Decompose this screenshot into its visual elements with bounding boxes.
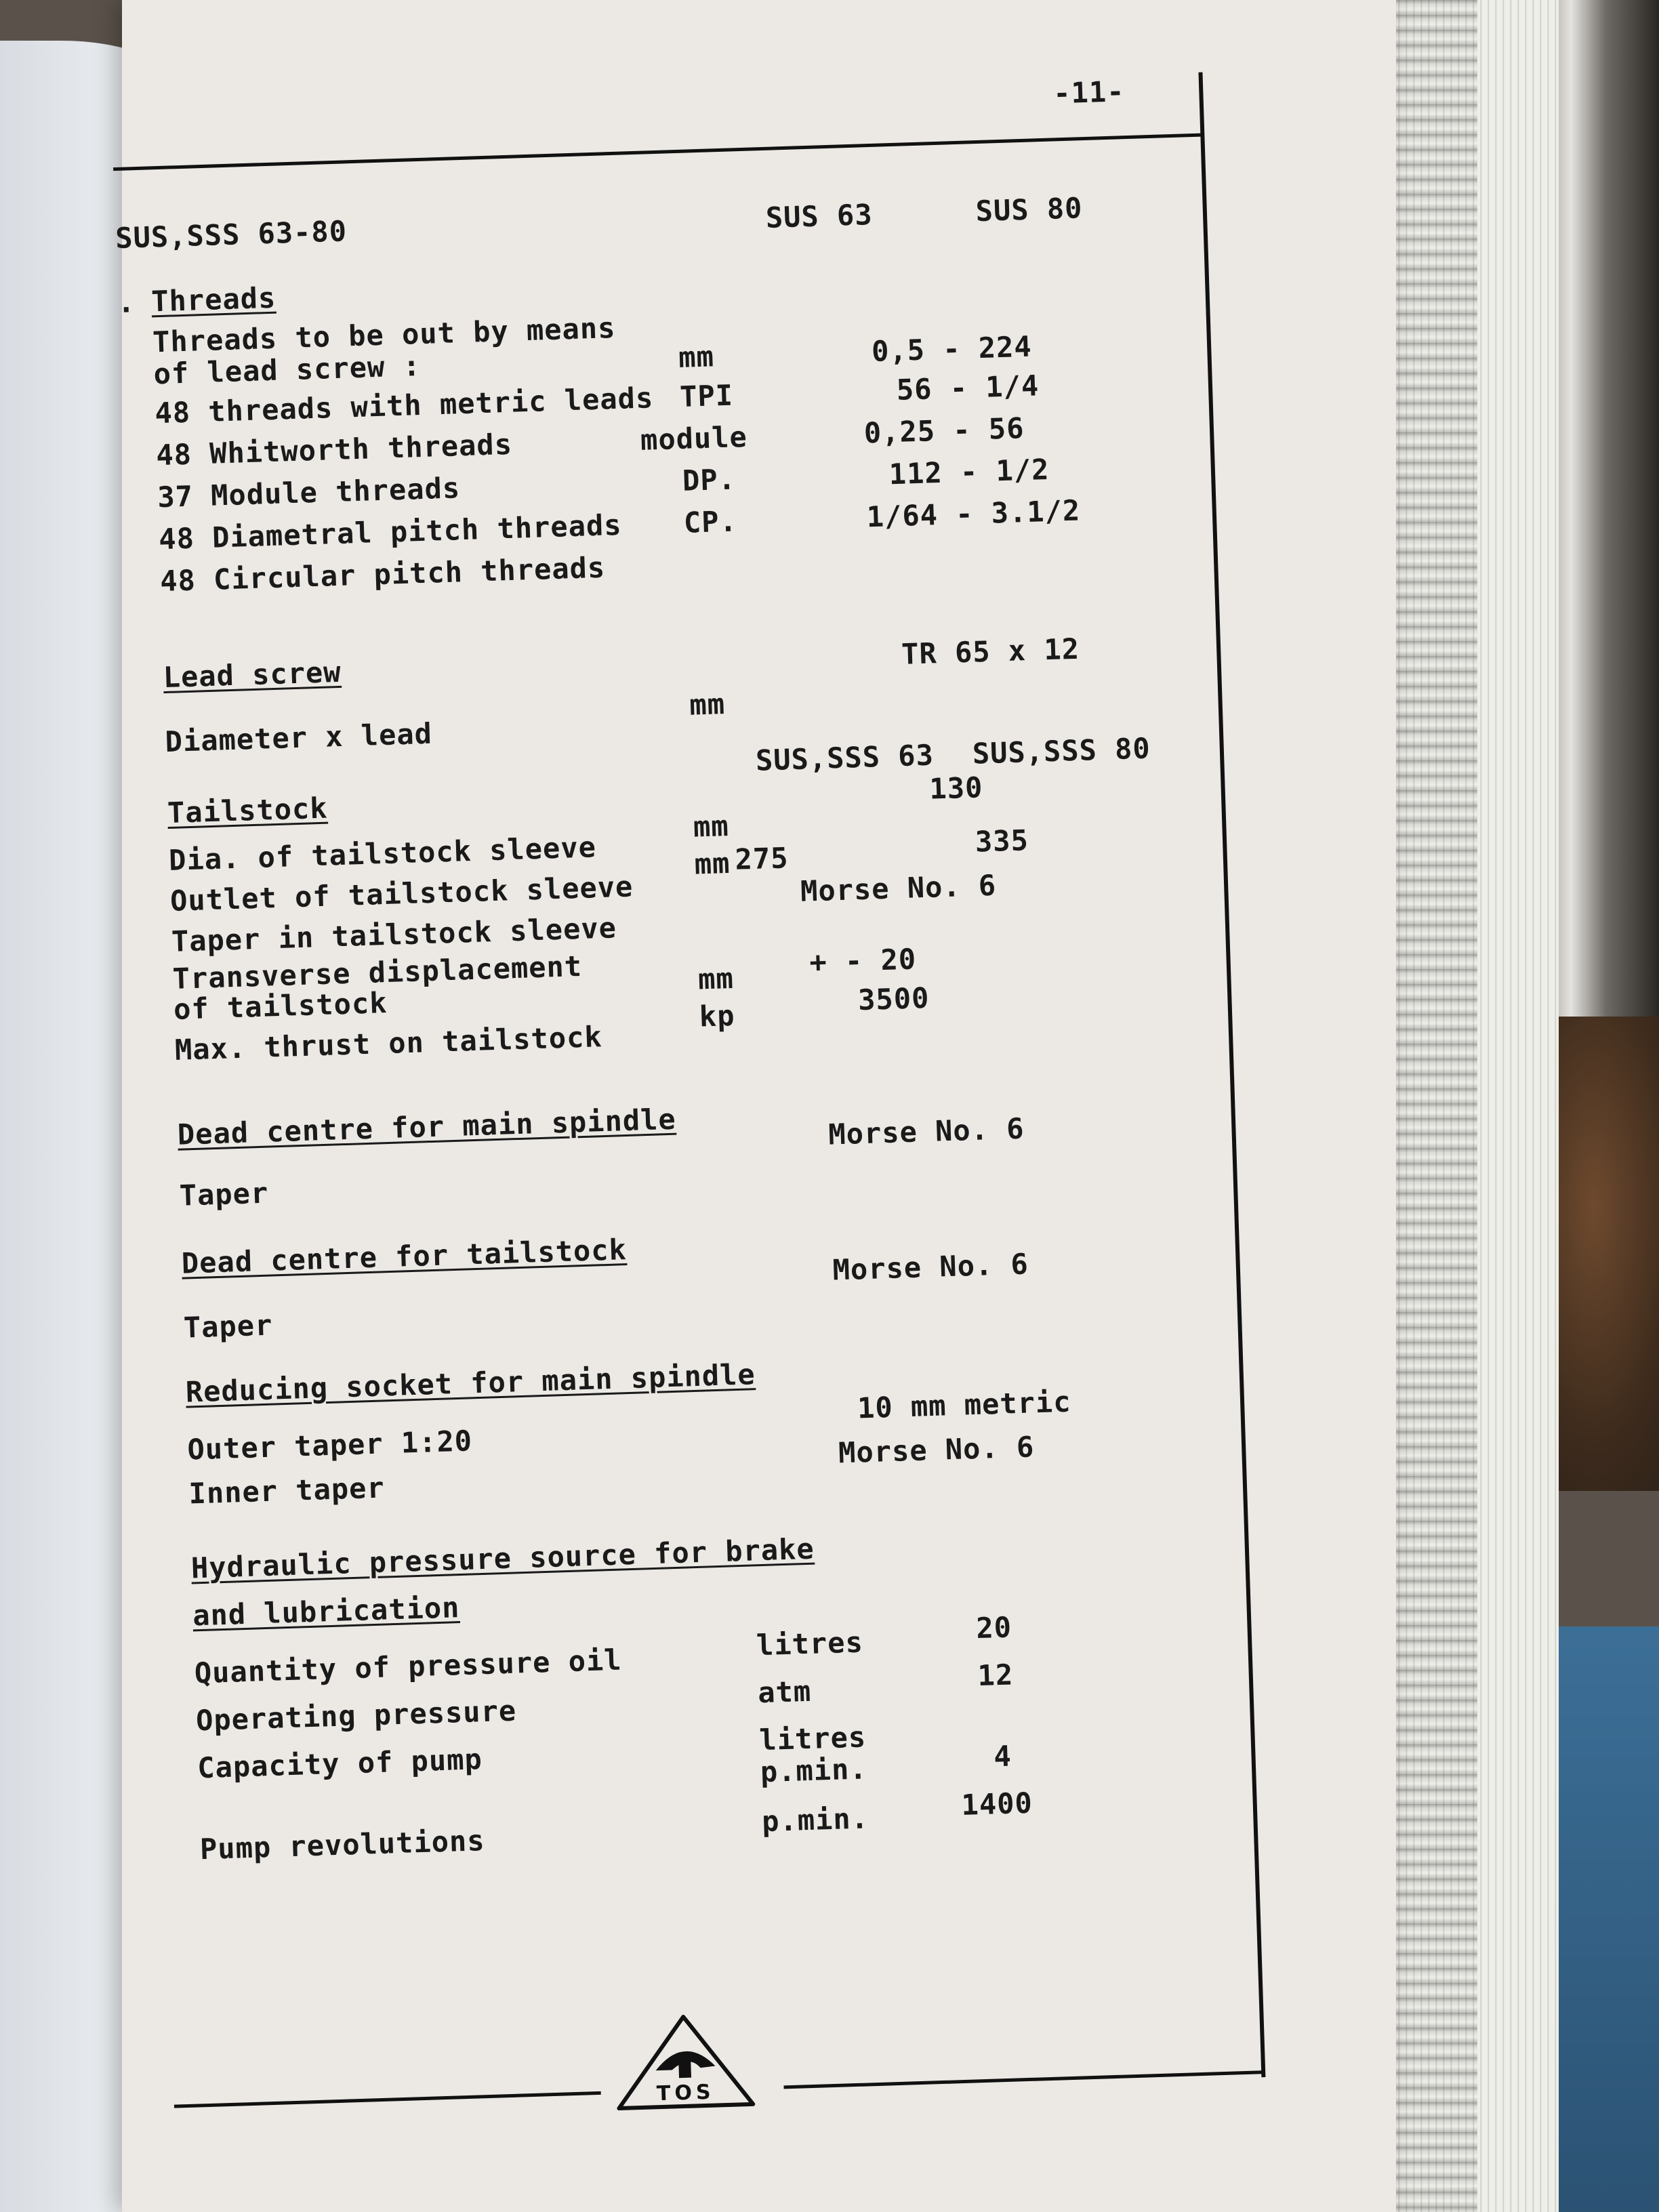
hydraulic-row-value: 12 <box>977 1658 1014 1693</box>
threads-row-label: 48 Diametral pitch threads <box>158 508 623 556</box>
reducing-socket-inner-label: Inner taper <box>188 1471 386 1511</box>
threads-row-unit: CP. <box>683 504 738 539</box>
dead-centre-tail-heading: Dead centre for tailstock <box>181 1233 628 1280</box>
threads-intro-line-2: of lead screw : <box>152 348 422 391</box>
model-header: SUS,SSS 63-80 <box>115 214 348 255</box>
hydraulic-row-label: Pump revolutions <box>199 1824 486 1866</box>
threads-row-unit: module <box>640 419 748 457</box>
lead-screw-label: Diameter x lead <box>164 716 433 759</box>
tailstock-transverse-value: + - 20 <box>808 942 917 979</box>
dead-centre-main-label: Taper <box>179 1176 269 1212</box>
reducing-socket-inner-value: Morse No. 6 <box>838 1430 1035 1470</box>
hydraulic-row-label: Operating pressure <box>195 1694 517 1738</box>
threads-row-label: 48 threads with metric leads <box>154 381 654 430</box>
tailstock-outlet-label: Outlet of tailstock sleeve <box>169 869 634 918</box>
dead-centre-tail-value: Morse No. 6 <box>832 1247 1029 1287</box>
threads-unit-mm: mm <box>678 340 715 374</box>
hydraulic-row-unit: litres <box>758 1720 867 1757</box>
tailstock-thrust-label: Max. thrust on tailstock <box>174 1020 603 1067</box>
threads-row-label: 48 Circular pitch threads <box>159 550 606 598</box>
tailstock-outlet-unit: mm <box>694 846 731 881</box>
hydraulic-heading-line-2: and lubrication <box>192 1591 461 1633</box>
hydraulic-row-value: 4 <box>993 1739 1012 1774</box>
tailstock-taper-label: Taper in tailstock sleeve <box>171 911 617 958</box>
threads-row-value: 56 - 1/4 <box>896 369 1040 407</box>
threads-intro-line-1: Threads to be out by means <box>152 310 617 359</box>
tailstock-transverse-unit: mm <box>697 961 735 996</box>
tos-logo-emblem-stem <box>678 2055 691 2078</box>
dead-centre-tail-label: Taper <box>183 1308 274 1345</box>
tos-logo <box>612 2012 757 2112</box>
tailstock-thrust-value: 3500 <box>857 981 930 1017</box>
tailstock-transverse-label-2: of tailstock <box>173 985 388 1026</box>
threads-row-label: 37 Module threads <box>157 471 461 514</box>
frame-top-rule <box>113 133 1204 171</box>
tailstock-column-b: SUS,SSS 80 <box>972 731 1151 771</box>
hydraulic-row-unit: atm <box>757 1674 812 1710</box>
tailstock-thrust-unit: kp <box>699 998 736 1033</box>
hydraulic-row-unit-2: p.min. <box>760 1752 868 1789</box>
reducing-socket-outer-label: Outer taper 1:20 <box>186 1424 473 1467</box>
tailstock-sleeve-dia-value: 130 <box>928 771 984 806</box>
reducing-socket-outer-value: 10 mm metric <box>857 1385 1072 1425</box>
tailstock-heading: Tailstock <box>167 791 329 830</box>
threads-row-unit: TPI <box>679 378 734 413</box>
threads-row-label: 48 Whitworth threads <box>155 427 513 472</box>
threads-range-mm: 0,5 - 224 <box>871 329 1033 369</box>
frame-bottom-rule-left <box>174 2091 601 2108</box>
page-number: -11- <box>1052 75 1126 110</box>
tailstock-outlet-b: 335 <box>975 823 1029 859</box>
lead-screw-unit: mm <box>689 687 726 722</box>
column-header-sus63: SUS 63 <box>765 197 874 234</box>
hydraulic-heading-line-1: Hydraulic pressure source for brake <box>190 1532 815 1585</box>
tailstock-taper-value: Morse No. 6 <box>800 868 997 908</box>
lead-screw-value: TR 65 x 12 <box>901 632 1080 671</box>
page-content <box>110 43 1313 2125</box>
hydraulic-row-value: 20 <box>975 1610 1012 1645</box>
threads-heading-prefix: . <box>117 285 136 319</box>
tailstock-column-a: SUS,SSS 63 <box>755 738 935 777</box>
hydraulic-row-unit: p.min. <box>761 1801 869 1839</box>
column-header-sus80: SUS 80 <box>975 191 1084 228</box>
page-stack-shadow <box>1396 0 1477 2212</box>
hydraulic-row-label: Capacity of pump <box>197 1742 483 1785</box>
dead-centre-main-value: Morse No. 6 <box>827 1111 1025 1151</box>
tailstock-sleeve-dia-label: Dia. of tailstock sleeve <box>168 830 597 877</box>
threads-row-value: 0,25 - 56 <box>863 411 1025 450</box>
threads-row-unit: DP. <box>682 462 737 497</box>
threads-heading: Threads <box>150 281 277 319</box>
tailstock-unit-mm: mm <box>693 809 730 844</box>
reducing-socket-heading: Reducing socket for main spindle <box>185 1357 756 1409</box>
dead-centre-main-heading: Dead centre for main spindle <box>177 1102 677 1151</box>
tailstock-transverse-label-1: Transverse displacement <box>171 949 583 996</box>
frame-bottom-rule-right <box>783 2070 1265 2089</box>
lead-screw-heading: Lead screw <box>162 655 342 695</box>
threads-row-value: 1/64 - 3.1/2 <box>866 493 1081 534</box>
frame-right-rule <box>1198 73 1265 2078</box>
hydraulic-row-label: Quantity of pressure oil <box>194 1643 623 1690</box>
tailstock-outlet-a: 275 <box>734 841 790 876</box>
tos-logo-text: TOS <box>656 2080 716 2106</box>
hydraulic-row-value: 1400 <box>960 1786 1033 1822</box>
hydraulic-row-unit: litres <box>756 1625 864 1662</box>
threads-row-value: 112 - 1/2 <box>888 452 1050 491</box>
